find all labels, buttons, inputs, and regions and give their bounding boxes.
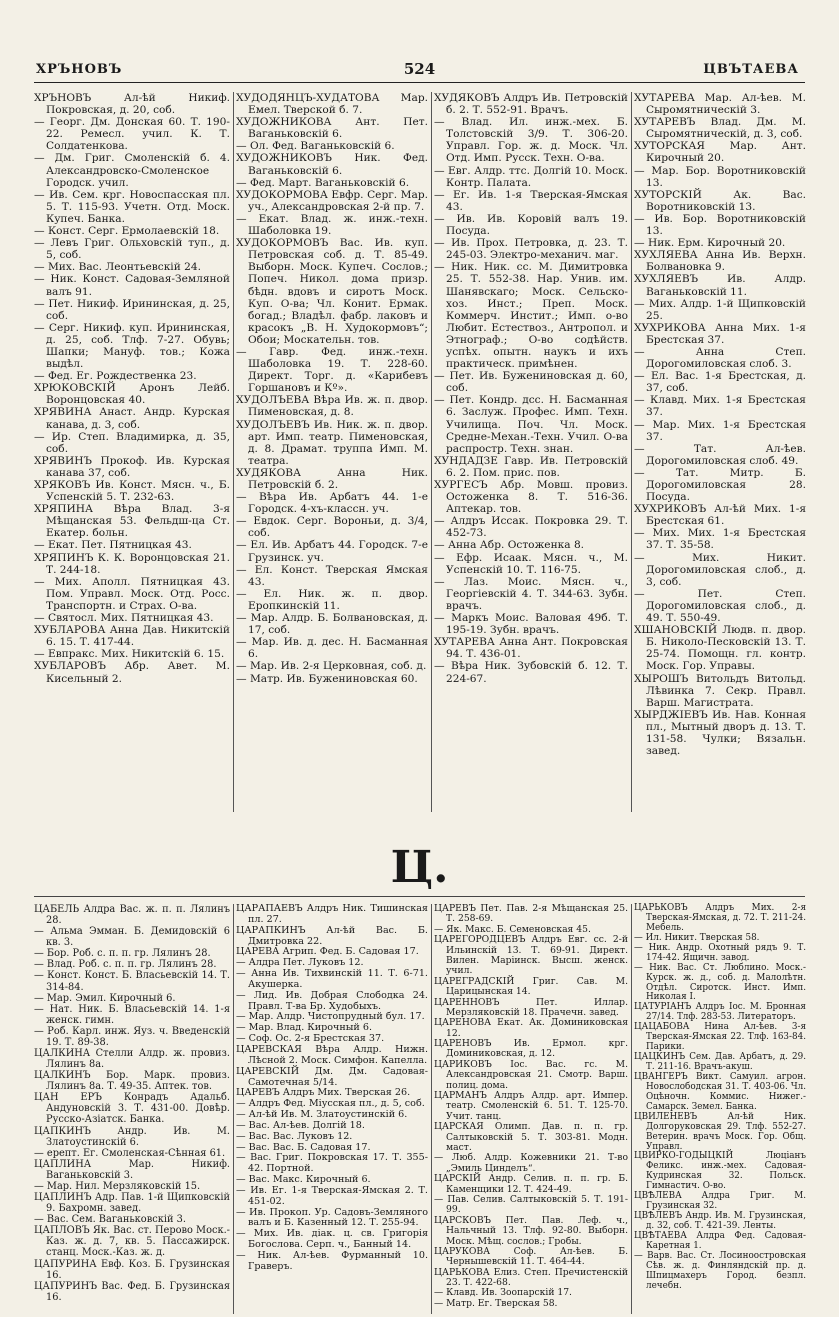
directory-entry: — Мар. Ив. 2-я Церковная, соб. д. <box>236 660 427 673</box>
directory-entry: — Пет. Никиф. Ирининская, д. 25, соб. <box>34 297 230 322</box>
directory-entry: ХУБЛАРОВА Анна Дав. Никитскій 6. 15. Т. 417-44. <box>34 624 230 649</box>
directory-entry: ЦАРЕВЪ Алдръ Мих. Тверская 26. <box>236 1087 411 1099</box>
directory-entry: — ерепт. Ег. Смоленская-Сѣнная 61. <box>34 1147 226 1159</box>
directory-entry: — Влад. Роб. с. п. п. гр. Лялинъ 28. <box>34 959 217 971</box>
directory-entry: ХУДОЖНИКОВА Ант. Пет. Ваганьковскій 6. <box>236 116 428 141</box>
top-column-2 <box>236 92 428 685</box>
directory-entry: ХРЮКОВСКІЙ Аронъ Лейб. Воронцовская 40. <box>34 382 230 407</box>
directory-entry: — Ил. Никит. Тверская 58. <box>634 932 760 943</box>
directory-entry: ЦВѢТАЕВА Алдра Фед. Садовая-Каретная 1. <box>634 1230 806 1251</box>
directory-entry: ХУХЛЯЕВЪ Ив. Алдр. Ваганьковскій 11. <box>634 273 806 298</box>
directory-entry: — Святосл. Мих. Пятницкая 43. <box>34 612 214 625</box>
section-letter: Ц. <box>390 842 449 893</box>
bottom-column-4 <box>634 904 806 1292</box>
directory-entry: — Мар. Ив. д. дес. Н. Басманная 6. <box>236 636 428 661</box>
directory-entry: ХУХЛЯЕВА Анна Ив. Верхн. Болвановка 9. <box>634 249 806 274</box>
directory-entry: ХРЪНОВЪ Ал-ѣй Никиф. Покровская, д. 20, соб. <box>34 92 230 117</box>
directory-entry: — Фед. Март. Ваганьковскій 6. <box>236 176 410 189</box>
directory-entry: — Лид. Ив. Добрая Слободка 24. Правл. Т-ва Бр. Худобыхъ. <box>236 989 428 1012</box>
directory-entry: ХУДОЛЪЕВА Вѣра Ив. ж. п. двор. Пименовская, д. 8. <box>236 394 428 419</box>
directory-entry: — Вас. Вас. Б. Садовая 17. <box>236 1141 371 1153</box>
directory-entry: ЦАРЕВЪ Пет. Пав. 2-я Мѣщанская 25. Т. 258-69. <box>434 903 628 925</box>
directory-entry: ЦАЦКИНЪ Сем. Дав. Арбатъ, д. 29. Т. 211-16. Врачъ-акуш. <box>634 1052 806 1072</box>
directory-entry: ХРЯКОВЪ Ив. Конст. Мясн. ч., Б. Успенскій 5. Т. 232-63. <box>34 479 230 504</box>
directory-entry: ЦАЛКИНА Стелли Алдр. ж. провиз. Лялинъ 8а. <box>34 1048 230 1071</box>
directory-entry: — Екат. Влад. ж. инж.-техн. Шаболовка 19. <box>236 212 428 238</box>
directory-entry: ХУДОКОРМОВА Евфр. Серг. Мар. уч., Александровская 2-й пр. 7. <box>236 188 428 213</box>
top-column-1 <box>34 92 230 685</box>
directory-entry: ХШАНОВСКІЙ Людв. п. двор. Б. Николо-Песковскій 13. Т. 25-74. Помощн. гл. контр. Моск. Гор. Управы. <box>634 624 806 673</box>
directory-entry: ХУДЯКОВА Анна Ник. Петровскій б. 2. <box>236 466 428 491</box>
directory-entry: — Влад. Ил. инж.-мех. Б. Толстовскій 3/9. Т. 306-20. Управл. Гор. ж. д. Моск. Чл. Отд. Имп. Русск. Техн. О-ва. <box>434 116 628 165</box>
directory-entry: ЦАРЕННОВЪ Пет. Иллар. Мерзляковскій 18. Прачечн. завед. <box>434 996 628 1018</box>
column-divider <box>631 904 632 1314</box>
directory-entry: — Гавр. Фед. инж.-техн. Шаболовка 19. Т. 228-60. Директ. Торг. д. «Карибевъ Горшановъ и Кº». <box>236 345 428 395</box>
directory-entry: — Мар. Мих. 1-я Брестская 37. <box>634 418 806 443</box>
directory-entry: ХУДОЛЪЕВЪ Ив. Ник. ж. п. двор. арт. Имп. театр. Пименовская, д. 8. Драмат. труппа Имп. М. театра. <box>236 418 428 467</box>
directory-entry: ЦАПЛОВЪ Як. Вас. ст. Перово Моск.-Каз. ж. д. 7, кв. 5. Пассажирск. станц. Моск.-Каз. ж. д. <box>34 1225 230 1259</box>
directory-entry: — Конст. Серг. Ермолаевскій 18. <box>34 225 220 238</box>
directory-entry: ЦАПКИНЪ Андр. Ив. М. Златоустинскій 6. <box>34 1125 230 1148</box>
directory-entry: — Мих. Алдр. 1-й Щипковскій 25. <box>634 297 806 322</box>
directory-entry: — Ник. Ерм. Кирочный 20. <box>634 237 786 250</box>
directory-entry: ЦАРСКОВЪ Пет. Пав. Леф. ч., Нальчный 13. Тлф. 92-80. Выборн. Моск. Мѣщ. сослов.; Гробы. <box>434 1214 628 1247</box>
directory-entry: ЦАЛКИНЪ Бор. Марк. провиз. Лялинъ 8а. Т. 49-35. Аптек. тов. <box>34 1070 230 1093</box>
directory-entry: — Матр. Ив. Бужениновская 60. <box>236 672 418 685</box>
directory-entry: ЦАРМАНЪ Алдръ Алдр. арт. Импер. театр. Смоленскій 6. 51. Т. 125-70. Учит. танц. <box>434 1090 628 1122</box>
directory-entry: ЦАРЕГОРОДЦЕВЪ Алдръ Евг. сс. 2-й Ильинскій 13. Т. 69-91. Директ. Вилен. Маріинск. Высш. женск. учил. <box>434 934 628 977</box>
section-rule <box>34 896 805 897</box>
directory-entry: ЦАРИКОВЪ Іос. Вас. гс. М. Александровская 21. Смотр. Варш. полиц. дома. <box>434 1058 628 1091</box>
directory-entry: — Ник. Ал-ѣев. Фурманный 10. Граверъ. <box>236 1250 428 1272</box>
directory-entry: — Ник. Андр. Охотный рядъ 9. Т. 174-42. Ящичн. завод. <box>634 942 806 963</box>
directory-entry: ХУХРИКОВЪ Ал-ѣй Мих. 1-я Брестская 61. <box>634 503 806 528</box>
directory-entry: — Пет. Кондр. дсс. Н. Басманная 6. Заслуж. Профес. Имп. Техн. Училища. Поч. Чл. Моск. Средне-Механ.-Техн. Учил. О-ва распростр. Техн. знан. <box>434 394 628 455</box>
directory-entry: — Евг. Алдр. ттс. Долгій 10. Моск. Контр. Палата. <box>434 164 628 189</box>
column-divider <box>431 92 432 812</box>
directory-entry: ХРЯВИНА Анаст. Андр. Курская канава, д. 3, соб. <box>34 406 230 431</box>
directory-entry: — Анна Ив. Тихвинскій 11. Т. 6-71. Акушерка. <box>236 968 428 990</box>
bottom-column-1 <box>34 904 230 1303</box>
directory-entry: ХУДОДЯНЦЪ-ХУДАТОВА Мар. Емел. Тверской б. 7. <box>236 92 428 117</box>
directory-entry: ЦВѢЛЕВА Алдра Григ. М. Грузинская 32. <box>634 1191 806 1212</box>
directory-entry: — Мих. Ив. діак. ц. св. Григорія Богослова. Серп. ч., Банный 14. <box>236 1228 428 1251</box>
column-divider <box>233 904 234 1314</box>
directory-entry: — Ел. Ник. ж. п. двор. Еропкинскій 11. <box>236 587 428 612</box>
directory-entry: — Ал-ѣй Ив. М. Златоустинскій 6. <box>236 1109 408 1121</box>
directory-entry: — Мар. Эмил. Кирочный 6. <box>34 992 176 1004</box>
directory-entry: — Вас. Ал-ѣев. Долгій 18. <box>236 1119 365 1131</box>
directory-entry: ЦАН ЕРЪ Конрадъ Адальб. Андуновскій 3. Т. 431-00. Довѣр. Русско-Азіатск. Банка. <box>34 1092 230 1126</box>
directory-entry: — Левъ Григ. Ольховскій туп., д. 5, соб. <box>34 237 230 262</box>
directory-entry: — Клавд. Ив. Зоопарскій 17. <box>434 1287 572 1299</box>
directory-entry: ХУДОЖНИКОВЪ Ник. Фед. Ваганьковскій 6. <box>236 152 428 177</box>
directory-entry: — Роб. Карл. инж. Яуз. ч. Введенскій 19. Т. 89-38. <box>34 1025 230 1048</box>
directory-entry: — Алдра Пет. Луковъ 12. <box>236 957 364 969</box>
directory-entry: ХУТОРСКІЙ Ак. Вас. Воротниковскій 13. <box>634 188 806 213</box>
directory-entry: — Мар. Влад. Кирочный 6. <box>236 1022 373 1034</box>
directory-entry: ХУТОРСКАЯ Мар. Ант. Кирочный 20. <box>634 140 806 165</box>
directory-entry: ЦАПУРИНА Евф. Коз. Б. Грузинская 16. <box>34 1258 230 1281</box>
directory-entry: — Нат. Ник. Б. Власьевскій 14. 1-я женск. гимн. <box>34 1003 230 1026</box>
directory-entry: — Варв. Вас. Ст. Лосиноостровская Сѣв. ж. д. Финляндскій пр. д. Шпицмахеръ Город. безпл. лечебн. <box>634 1250 806 1291</box>
top-column-3 <box>434 92 628 685</box>
bottom-column-3 <box>434 904 628 1309</box>
directory-entry: — Ефр. Исаак. Мясн. ч., М. Успенскій 10. Т. 116-75. <box>434 551 628 576</box>
directory-entry: — Ел. Конст. Тверская Ямская 43. <box>236 563 428 588</box>
directory-entry: — Мар. Нил. Мерзляковскій 15. <box>34 1180 201 1192</box>
directory-entry: — Фед. Ег. Рождественка 23. <box>34 370 197 383</box>
running-head-right: ЦВЪТАЕВА <box>703 62 799 77</box>
directory-entry: ЦАРЕВСКАЯ Вѣра Алдр. Нижн. Лѣсной 2. Моск. Симфон. Капелла. <box>236 1043 428 1066</box>
directory-entry: — Ив. Ив. Коровій валъ 19. Посуда. <box>434 212 628 238</box>
directory-entry: — Ив. Прокоп. Ур. Садовъ-Земляного валъ и Б. Казенный 12. Т. 255-94. <box>236 1206 428 1229</box>
running-head-left: ХРЪНОВЪ <box>36 62 123 77</box>
directory-entry: — Альма Эмман. Б. Демидовскій 6 кв. 3. <box>34 926 230 949</box>
directory-entry: — Вѣра Ив. Арбатъ 44. 1-е Городск. 4-хъ-классн. уч. <box>236 491 428 516</box>
directory-entry: — Тат. Митр. Б. Дорогомиловская 28. Посуда. <box>634 466 806 504</box>
directory-entry: — Евдок. Серг. Вороньи, д. 3/4, соб. <box>236 515 428 540</box>
directory-entry: ХУХРИКОВА Анна Мих. 1-я Брестская 37. <box>634 321 806 346</box>
directory-entry: — Ир. Степ. Владимирка, д. 35, соб. <box>34 430 230 455</box>
directory-entry: — Ник. Вас. Ст. Люблино. Моск.-Курск. ж. д., соб. д. Малолѣтн. Отдѣл. Сиротск. Инст. Имп. Николая I. <box>634 962 806 1003</box>
directory-entry: — Ег. Ив. 1-я Тверская-Ямская 43. <box>434 188 628 213</box>
directory-entry: — Пет. Ив. Бужениновская д. 60, соб. <box>434 370 628 395</box>
top-column-4 <box>634 92 806 757</box>
directory-entry: — Георг. Дм. Донская 60. Т. 190-22. Ремесл. учил. К. Т. Солдатенкова. <box>34 116 230 153</box>
directory-entry: — Ив. Ег. 1-я Тверская-Ямская 2. Т. 451-02. <box>236 1184 428 1207</box>
directory-entry: ЦАРЕНОВА Екат. Ак. Доминиковская 12. <box>434 1017 628 1039</box>
directory-entry: — Евпракс. Мих. Никитскій 6. 15. <box>34 648 225 661</box>
column-divider <box>631 92 632 812</box>
directory-entry: — Анна Степ. Дорогомиловская слоб. 3. <box>634 345 806 371</box>
directory-entry: ХУДОКОРМОВЪ Вас. Ив. куп. Петровская соб. д. Т. 85-49. Выборн. Моск. Купеч. Сослов.; Попеч. Никол. дома призр. бѣдн. вдовъ и сиротъ Моск. Куп. О-ва; Чл. Конит. Ермак. богад.; Владѣл. фабр. лаковъ и красокъ „В. Н. Худокормовъ“; Обои; Москательн. тов. <box>236 237 428 346</box>
header-rule <box>34 82 805 83</box>
directory-entry: — Лаз. Моис. Мясн. ч., Георгіевскій 4. Т. 344-63. Зубн. врачъ. <box>434 575 628 612</box>
directory-entry: ЦАРЬКОВА Елиз. Степ. Пречистенскій 23. Т. 422-68. <box>434 1266 628 1289</box>
directory-entry: ЦАПЛИНА Мар. Никиф. Ваганьковскій 3. <box>34 1158 230 1181</box>
directory-entry: — Клавд. Мих. 1-я Брестская 37. <box>634 394 806 419</box>
directory-entry: ЦАРЬКОВЪ Алдръ Мих. 2-я Тверская-Ямская, д. 72. Т. 211-24. Мебель. <box>634 903 806 933</box>
directory-entry: ЦАРАПКИНЪ Ал-ѣй Вас. Б. Дмитровка 22. <box>236 924 428 947</box>
directory-entry: ЦАПЛИНЪ Адр. Пав. 1-й Щипковскій 9. Бахромн. завед. <box>34 1192 230 1215</box>
directory-entry: ХУБЛАРОВЪ Абр. Авет. М. Кисельный 2. <box>34 660 230 685</box>
directory-entry: ХУТАРЕВЪ Влад. Дм. М. Сыромятническій, д. 3, соб. <box>634 116 806 141</box>
column-divider <box>233 92 234 812</box>
directory-entry: — Алдръ Иссак. Покровка 29. Т. 452-73. <box>434 515 628 540</box>
directory-entry: — Вас. Григ. Покровская 17. Т. 355-42. Портной. <box>236 1152 428 1175</box>
directory-entry: — Мих. Мих. 1-я Брестская 37. Т. 35-58. <box>634 527 806 552</box>
directory-entry: — Мар. Бор. Воротниковскій 13. <box>634 164 806 189</box>
directory-entry: — Серг. Никиф. куп. Ирининская, д. 25, соб. Тлф. 7-27. Обувь; Шапки; Мануф. тов.; Кожа выдѣл. <box>34 321 230 371</box>
directory-entry: — Вас. Сем. Ваганьковскій 3. <box>34 1214 186 1226</box>
directory-entry: — Ол. Фед. Ваганьковскій 6. <box>236 140 395 153</box>
directory-entry: ЦАПУРИНЪ Вас. Фед. Б. Грузинская 16. <box>34 1280 230 1303</box>
directory-entry: — Ник. Ник. сс. М. Димитровка 25. Т. 552-38. Нар. Унив. им. Шанявскаго; Моск. Сельско-хоз. Инст.; Преп. Моск. Коммерч. Инстит.; Имп. о-во Любит. Естествоз., Антропол. и Этнограф.; О-во содѣйств. успѣх. опытн. наукъ и ихъ практическ. примѣнен. <box>434 261 628 371</box>
directory-entry: — Анна Абр. Остоженка 8. <box>434 539 585 552</box>
directory-entry: ХУРГЕСЪ Абр. Мовш. провиз. Остоженка 8. Т. 516-36. Аптекар. тов. <box>434 479 628 516</box>
directory-entry: ЦАРУКОВА Соф. Ал-ѣев. Б. Чернышевскій 11. Т. 464-44. <box>434 1245 628 1268</box>
directory-entry: ЦАРАПАЕВЪ Алдръ Ник. Тишинская пл. 27. <box>236 903 428 925</box>
directory-entry: ЦАРСКІЙ Андр. Селив. п. п. гр. Б. Каменщики 12. Т. 424-49. <box>434 1173 628 1195</box>
directory-entry: ХРЯВИНЪ Прокоф. Ив. Курская канава 37, соб. <box>34 454 230 479</box>
directory-entry: — Мих. Никит. Дорогомиловская слоб., д. 3, соб. <box>634 551 806 588</box>
directory-entry: ХЫРОШЪ Витольдъ Витольд. Лѣвинка 7. Секр. Правл. Варш. Магистрата. <box>634 672 806 709</box>
directory-entry: ЦАЦАБОВА Нина Ал-ѣев. 3-я Тверская-Ямская 22. Тлф. 163-84. Парики. <box>634 1022 806 1053</box>
directory-entry: ХРЯПИНА Вѣра Влад. 3-я Мѣщанская 53. Фельдш-ца Ст. Екатер. больн. <box>34 503 230 540</box>
directory-entry: ЦАБЕЛЬ Алдра Вас. ж. п. п. Лялинъ 28. <box>34 904 230 927</box>
directory-entry: — Матр. Ег. Тверская 58. <box>434 1297 558 1309</box>
directory-entry: — Дм. Григ. Смоленскій б. 4. Александровско-Смоленское Городск. учил. <box>34 152 230 189</box>
directory-entry: — Мих. Вас. Леонтьевскій 24. <box>34 261 201 274</box>
directory-entry: — Тат. Ал-ѣев. Дорогомиловская слоб. 49. <box>634 442 806 467</box>
directory-entry: — Ел. Вас. 1-я Брестская, д. 37, соб. <box>634 370 806 395</box>
directory-entry: — Ел. Ив. Арбатъ 44. Городск. 7-е Грузинск. уч. <box>236 539 428 564</box>
directory-entry: ЦВАНГЕРЪ Викт. Самуил. агрон. Новослободская 31. Т. 403-06. Чл. Оцѣночн. Коммис. Нижег.-Самарск. Земел. Банка. <box>634 1071 806 1112</box>
directory-entry: ЦАРЕВСКІЙ Дм. Дм. Садовая-Самотечная 5/14. <box>236 1065 428 1088</box>
directory-entry: ЦАРЕНОВЪ Ив. Ермол. крг. Доминиковская, д. 12. <box>434 1038 628 1060</box>
directory-entry: — Мар. Алдр. Чистопрудный бул. 17. <box>236 1011 425 1023</box>
directory-entry: — Ив. Бор. Воротниковскій 13. <box>634 212 806 238</box>
directory-entry: ХУТАРЕВА Мар. Ал-ѣев. М. Сыромятническій 3. <box>634 92 806 117</box>
directory-entry: — Мих. Аполл. Пятницкая 43. Пом. Управл. Моск. Отд. Росс. Транспортн. и Страх. О-ва. <box>34 575 230 612</box>
directory-entry: ЦВѢЛЕВЪ Андр. Ив. М. Грузинская, д. 32, соб. Т. 421-39. Ленты. <box>634 1211 806 1231</box>
directory-entry: — Вѣра Ник. Зубовскій б. 12. Т. 224-67. <box>434 660 628 685</box>
directory-entry: — Алдръ Фед. Міусская пл., д. 5, соб. <box>236 1098 425 1110</box>
directory-entry: — Екат. Пет. Пятницкая 43. <box>34 539 192 552</box>
directory-entry: ЦАРЕГРАДСКІЙ Григ. Сав. М. Царицынская 14. <box>434 975 628 998</box>
directory-entry: — Пет. Степ. Дорогомиловская слоб., д. 49. Т. 550-49. <box>634 587 806 625</box>
page-number: 524 <box>403 60 436 78</box>
directory-entry: — Соф. Ос. 2-я Брестская 37. <box>236 1033 385 1045</box>
directory-entry: ХЫРДЖІЕВЪ Ив. Нав. Конная пл., Мытный дворъ д. 13. Т. 131-58. Чулки; Вязальн. завед. <box>634 708 806 758</box>
directory-entry: ЦАТУРІАНЪ Алдръ Іос. М. Бронная 27/14. Тлф. 283-53. Литераторъ. <box>634 1002 806 1023</box>
bottom-column-2 <box>236 904 428 1273</box>
directory-entry: ЦВИЛЕНЕВЪ Ал-ѣй Ник. Долгоруковская 29. Тлф. 552-27. Ветерин. врачъ Моск. Гор. Общ. Управл. <box>634 1111 806 1152</box>
directory-entry: — Конст. Конст. Б. Власьевскій 14. Т. 314-84. <box>34 970 230 993</box>
directory-entry: — Вас. Макс. Кирочный 6. <box>236 1174 371 1186</box>
directory-entry: — Вас. Вас. Луковъ 12. <box>236 1130 353 1142</box>
directory-entry: ХУДЯКОВЪ Алдръ Ив. Петровскій б. 2. Т. 552-91. Врачъ. <box>434 92 628 117</box>
directory-entry: ЦАРЕВА Агрип. Фед. Б. Садовая 17. <box>236 946 419 958</box>
directory-entry: ЦВИРКО-ГОДЫЦКІЙ Люціанъ Феликс. инж.-мех. Садовая-Кудринская 32. Польск. Гимнастич. О-во. <box>634 1151 806 1192</box>
directory-entry: — Ник. Конст. Садовая-Земляной валъ 91. <box>34 273 230 298</box>
directory-entry: ХУТАРЕВА Анна Ант. Покровская 94. Т. 436-01. <box>434 636 628 661</box>
directory-entry: ХУНДАДЗЕ Гавр. Ив. Петровскій 6. 2. Пом. прис. пов. <box>434 454 628 479</box>
column-divider <box>431 904 432 1314</box>
directory-entry: — Мар. Алдр. Б. Болвановская, д. 17, соб. <box>236 612 428 637</box>
directory-entry: — Маркъ Моис. Валовая 49б. Т. 195-19. Зубн. врачъ. <box>434 612 628 637</box>
directory-entry: — Ив. Прох. Петровка, д. 23. Т. 245-03. Электро-механич. маг. <box>434 237 628 262</box>
directory-entry: — Пав. Селив. Салтыковскій 5. Т. 191-99. <box>434 1193 628 1216</box>
directory-entry: — Ив. Сем. крг. Новоспасская пл. 5. Т. 115-93. Учетн. Отд. Моск. Купеч. Банка. <box>34 188 230 225</box>
directory-entry: ЦАРСКАЯ Олимп. Дав. п. п. гр. Салтыковскій 5. Т. 303-81. Модн. маст. <box>434 1121 628 1153</box>
directory-entry: — Як. Макс. Б. Семеновская 45. <box>434 923 591 935</box>
directory-entry: ХРЯПИНЪ К. К. Воронцовская 21. Т. 244-18. <box>34 551 230 576</box>
directory-entry: — Бор. Роб. с. п. п. гр. Лялинъ 28. <box>34 948 211 960</box>
directory-entry: — Люб. Алдр. Кожевники 21. Т-во „Эмиль Цинделъ“. <box>434 1152 628 1174</box>
